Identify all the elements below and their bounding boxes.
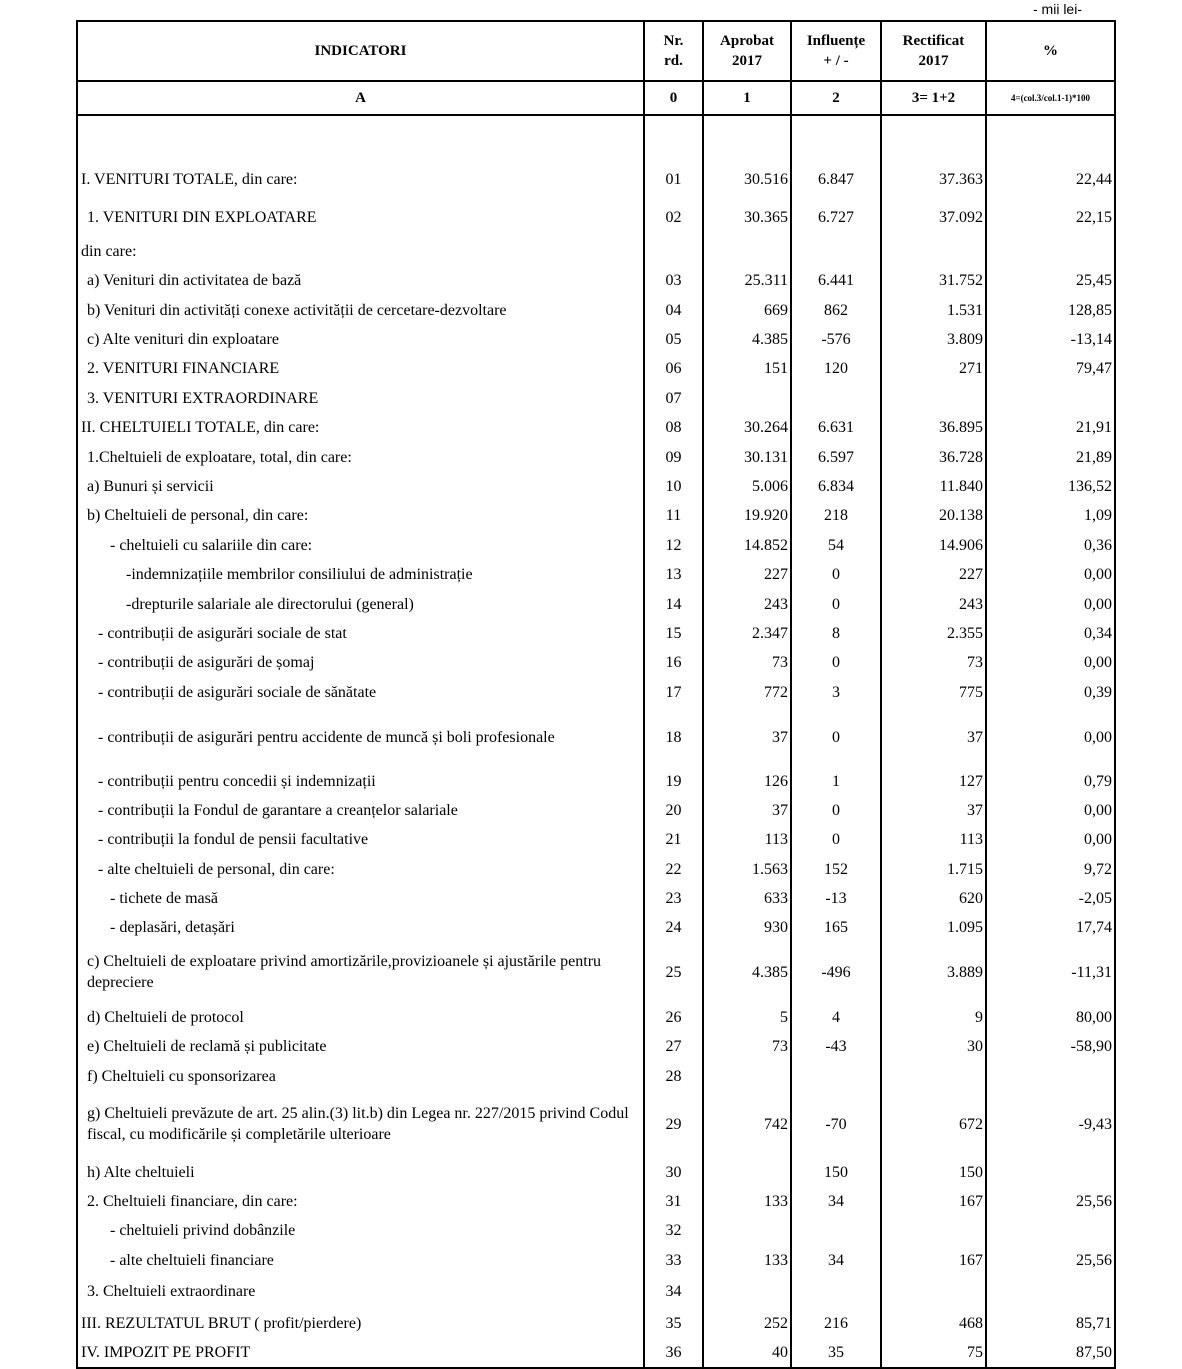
table-row — [77, 589, 1115, 619]
row-rectificat: 227 — [881, 560, 986, 589]
row-percent: 85,71 — [986, 1308, 1115, 1338]
row-percent: -9,43 — [986, 1091, 1115, 1157]
row-aprobat: 37 — [703, 707, 791, 767]
row-rectificat: 30 — [881, 1032, 986, 1061]
row-percent: 87,50 — [986, 1338, 1115, 1368]
index-3: 3= 1+2 — [881, 81, 986, 115]
table-row — [77, 501, 1115, 530]
row-aprobat: 930 — [703, 913, 791, 942]
row-rectificat: 20.138 — [881, 501, 986, 530]
row-aprobat — [703, 1061, 791, 1091]
row-nr: 36 — [644, 1338, 703, 1368]
table-row — [77, 295, 1115, 325]
row-nr: 30 — [644, 1157, 703, 1187]
table-row — [77, 1032, 1115, 1061]
row-percent: 79,47 — [986, 354, 1115, 383]
row-rectificat: 620 — [881, 884, 986, 913]
row-percent: 25,56 — [986, 1187, 1115, 1216]
row-rectificat: 1.095 — [881, 913, 986, 942]
header-nr — [644, 21, 703, 81]
row-nr: 01 — [644, 160, 703, 198]
row-influente: 6.597 — [791, 442, 881, 472]
header-influente — [791, 21, 881, 81]
row-rectificat: 271 — [881, 354, 986, 383]
row-influente: -496 — [791, 942, 881, 1002]
row-aprobat: 113 — [703, 825, 791, 854]
table-row — [77, 383, 1115, 413]
row-percent: 0,00 — [986, 796, 1115, 825]
row-influente: -576 — [791, 325, 881, 354]
row-aprobat: 30.365 — [703, 198, 791, 236]
row-rectificat: 37.092 — [881, 198, 986, 236]
header-aprobat — [703, 21, 791, 81]
row-nr: 05 — [644, 325, 703, 354]
header-rectificat-line2: 2017 — [918, 53, 949, 69]
table-row — [77, 1061, 1115, 1091]
row-rectificat — [881, 236, 986, 266]
row-nr: 22 — [644, 854, 703, 884]
row-nr: 13 — [644, 560, 703, 589]
row-influente: 3 — [791, 677, 881, 707]
row-influente: 218 — [791, 501, 881, 530]
table-row — [77, 354, 1115, 383]
row-nr: 03 — [644, 266, 703, 295]
row-rectificat: 37.363 — [881, 160, 986, 198]
row-influente: 35 — [791, 1338, 881, 1368]
row-aprobat: 30.264 — [703, 413, 791, 442]
row-percent: 25,56 — [986, 1245, 1115, 1275]
row-rectificat: 9 — [881, 1002, 986, 1032]
header-aprobat-line2: 2017 — [732, 53, 762, 69]
row-influente: 0 — [791, 825, 881, 854]
row-rectificat: 37 — [881, 707, 986, 767]
row-aprobat: 30.131 — [703, 442, 791, 472]
row-percent: -11,31 — [986, 942, 1115, 1002]
header-nr-line1: Nr. — [663, 33, 684, 49]
table-row — [77, 1245, 1115, 1275]
row-indicator: IV. IMPOZIT PE PROFIT — [77, 1338, 644, 1368]
row-indicator: - tichete de masă — [77, 884, 644, 913]
row-aprobat: 37 — [703, 796, 791, 825]
row-aprobat: 772 — [703, 677, 791, 707]
row-influente: 34 — [791, 1245, 881, 1275]
index-4-formula: 4=(col.3/col.1-1)*100 — [986, 81, 1115, 115]
row-indicator: I. VENITURI TOTALE, din care: — [77, 160, 644, 198]
header-rectificat — [881, 21, 986, 81]
row-indicator: - contribuții de asigurări pentru accidente de muncă și boli profesionale — [77, 707, 644, 767]
row-aprobat — [703, 383, 791, 413]
table-row — [77, 1002, 1115, 1032]
row-nr: 14 — [644, 589, 703, 619]
row-nr: 17 — [644, 677, 703, 707]
row-rectificat — [881, 1216, 986, 1245]
row-percent — [986, 1157, 1115, 1187]
unit-label: - mii lei- — [1033, 1, 1082, 17]
row-influente — [791, 1216, 881, 1245]
row-nr: 31 — [644, 1187, 703, 1216]
table-row — [77, 913, 1115, 942]
table-row — [77, 560, 1115, 589]
row-percent: 25,45 — [986, 266, 1115, 295]
row-indicator: b) Venituri din activități conexe activității de cercetare-dezvoltare — [77, 295, 644, 325]
row-indicator: - contribuții la Fondul de garantare a creanțelor salariale — [77, 796, 644, 825]
row-indicator: - contribuții de asigurări sociale de stat — [77, 619, 644, 648]
row-nr: 25 — [644, 942, 703, 1002]
row-nr: 16 — [644, 648, 703, 677]
row-indicator: - alte cheltuieli financiare — [77, 1245, 644, 1275]
row-influente: 8 — [791, 619, 881, 648]
header-influente-line1: Influențe — [806, 33, 866, 49]
row-influente: 152 — [791, 854, 881, 884]
row-nr: 08 — [644, 413, 703, 442]
row-nr: 24 — [644, 913, 703, 942]
row-percent: 22,15 — [986, 198, 1115, 236]
row-influente: 54 — [791, 530, 881, 560]
row-percent: 0,00 — [986, 825, 1115, 854]
row-nr: 18 — [644, 707, 703, 767]
row-aprobat: 1.563 — [703, 854, 791, 884]
header-aprobat-line1: Aprobat — [720, 33, 774, 49]
row-nr: 06 — [644, 354, 703, 383]
row-indicator: 2. Cheltuieli financiare, din care: — [77, 1187, 644, 1216]
row-influente: 6.441 — [791, 266, 881, 295]
row-influente: -43 — [791, 1032, 881, 1061]
row-rectificat: 75 — [881, 1338, 986, 1368]
row-indicator: - cheltuieli privind dobânzile — [77, 1216, 644, 1245]
budget-table-wrapper — [76, 20, 1114, 1369]
row-indicator: h) Alte cheltuieli — [77, 1157, 644, 1187]
row-aprobat: 243 — [703, 589, 791, 619]
row-aprobat: 5.006 — [703, 472, 791, 501]
table-row — [77, 266, 1115, 295]
table-row — [77, 325, 1115, 354]
table-row — [77, 530, 1115, 560]
row-influente: 6.834 — [791, 472, 881, 501]
row-indicator: c) Cheltuieli de exploatare privind amortizările,provizioanele și ajustările pentru depreciere — [77, 942, 644, 1002]
spacer-cell — [77, 115, 644, 160]
row-nr: 15 — [644, 619, 703, 648]
index-2: 2 — [791, 81, 881, 115]
row-rectificat — [881, 383, 986, 413]
row-nr: 11 — [644, 501, 703, 530]
row-aprobat: 14.852 — [703, 530, 791, 560]
row-aprobat: 151 — [703, 354, 791, 383]
row-rectificat: 113 — [881, 825, 986, 854]
table-row — [77, 442, 1115, 472]
spacer-cell — [703, 115, 791, 160]
table-row — [77, 677, 1115, 707]
table-row — [77, 472, 1115, 501]
row-percent: 17,74 — [986, 913, 1115, 942]
table-row — [77, 648, 1115, 677]
row-indicator: -drepturile salariale ale directorului (general) — [77, 589, 644, 619]
row-percent: 0,00 — [986, 707, 1115, 767]
row-percent: 0,39 — [986, 677, 1115, 707]
row-percent — [986, 1061, 1115, 1091]
row-influente: 0 — [791, 560, 881, 589]
row-indicator: e) Cheltuieli de reclamă și publicitate — [77, 1032, 644, 1061]
row-nr — [644, 236, 703, 266]
row-nr: 19 — [644, 767, 703, 796]
spacer-cell — [986, 115, 1115, 160]
row-percent: 1,09 — [986, 501, 1115, 530]
index-a: A — [77, 81, 644, 115]
row-indicator: 1.Cheltuieli de exploatare, total, din care: — [77, 442, 644, 472]
row-nr: 12 — [644, 530, 703, 560]
spacer-row — [77, 115, 1115, 160]
row-aprobat: 133 — [703, 1187, 791, 1216]
row-nr: 09 — [644, 442, 703, 472]
index-0: 0 — [644, 81, 703, 115]
row-rectificat: 14.906 — [881, 530, 986, 560]
table-row — [77, 1308, 1115, 1338]
table-row — [77, 1187, 1115, 1216]
row-indicator: b) Cheltuieli de personal, din care: — [77, 501, 644, 530]
row-indicator: - contribuții de asigurări de șomaj — [77, 648, 644, 677]
row-aprobat: 669 — [703, 295, 791, 325]
row-influente — [791, 236, 881, 266]
table-row — [77, 854, 1115, 884]
spacer-cell — [644, 115, 703, 160]
row-influente: 34 — [791, 1187, 881, 1216]
row-rectificat: 3.889 — [881, 942, 986, 1002]
row-aprobat: 2.347 — [703, 619, 791, 648]
row-percent: 128,85 — [986, 295, 1115, 325]
row-indicator: f) Cheltuieli cu sponsorizarea — [77, 1061, 644, 1091]
row-indicator: - alte cheltuieli de personal, din care: — [77, 854, 644, 884]
row-percent: 0,00 — [986, 648, 1115, 677]
spacer-cell — [791, 115, 881, 160]
table-row — [77, 198, 1115, 236]
row-rectificat: 775 — [881, 677, 986, 707]
row-rectificat: 1.715 — [881, 854, 986, 884]
row-influente — [791, 1061, 881, 1091]
row-influente: 0 — [791, 589, 881, 619]
row-rectificat: 31.752 — [881, 266, 986, 295]
header-nr-line2: rd. — [664, 53, 683, 69]
row-percent: 0,34 — [986, 619, 1115, 648]
row-influente — [791, 383, 881, 413]
table-row — [77, 1275, 1115, 1308]
row-rectificat: 672 — [881, 1091, 986, 1157]
row-nr: 26 — [644, 1002, 703, 1032]
row-rectificat: 167 — [881, 1245, 986, 1275]
row-nr: 02 — [644, 198, 703, 236]
row-indicator: a) Bunuri și servicii — [77, 472, 644, 501]
header-indicatori: INDICATORI — [77, 21, 644, 81]
row-aprobat: 4.385 — [703, 325, 791, 354]
row-aprobat — [703, 236, 791, 266]
row-influente: 6.847 — [791, 160, 881, 198]
row-influente: 0 — [791, 707, 881, 767]
row-rectificat: 150 — [881, 1157, 986, 1187]
row-influente: 150 — [791, 1157, 881, 1187]
row-aprobat: 25.311 — [703, 266, 791, 295]
row-aprobat: 4.385 — [703, 942, 791, 1002]
row-aprobat — [703, 1157, 791, 1187]
row-influente: 216 — [791, 1308, 881, 1338]
table-row — [77, 160, 1115, 198]
row-aprobat: 126 — [703, 767, 791, 796]
row-percent: 22,44 — [986, 160, 1115, 198]
row-nr: 21 — [644, 825, 703, 854]
row-indicator: II. CHELTUIELI TOTALE, din care: — [77, 413, 644, 442]
row-indicator: g) Cheltuieli prevăzute de art. 25 alin.(3) lit.b) din Legea nr. 227/2015 privind Codul fiscal, cu modificările și completările ulterioare — [77, 1091, 644, 1157]
row-percent — [986, 236, 1115, 266]
row-aprobat: 227 — [703, 560, 791, 589]
table-row — [77, 1157, 1115, 1187]
row-influente: 1 — [791, 767, 881, 796]
row-influente: 0 — [791, 648, 881, 677]
budget-table — [76, 20, 1116, 1369]
table-row — [77, 884, 1115, 913]
table-row — [77, 942, 1115, 1002]
row-influente: 862 — [791, 295, 881, 325]
row-aprobat: 19.920 — [703, 501, 791, 530]
table-row — [77, 707, 1115, 767]
table-row — [77, 236, 1115, 266]
row-indicator: - deplasări, detașări — [77, 913, 644, 942]
row-rectificat: 468 — [881, 1308, 986, 1338]
row-indicator: din care: — [77, 236, 644, 266]
row-nr: 10 — [644, 472, 703, 501]
table-row — [77, 1216, 1115, 1245]
row-percent: -58,90 — [986, 1032, 1115, 1061]
row-aprobat: 30.516 — [703, 160, 791, 198]
row-nr: 07 — [644, 383, 703, 413]
row-aprobat: 40 — [703, 1338, 791, 1368]
row-percent: 0,79 — [986, 767, 1115, 796]
table-row — [77, 1091, 1115, 1157]
row-rectificat: 36.728 — [881, 442, 986, 472]
row-influente: 6.727 — [791, 198, 881, 236]
row-aprobat: 73 — [703, 1032, 791, 1061]
row-aprobat: 633 — [703, 884, 791, 913]
row-rectificat — [881, 1275, 986, 1308]
row-influente: 120 — [791, 354, 881, 383]
row-indicator: a) Venituri din activitatea de bază — [77, 266, 644, 295]
row-percent — [986, 1216, 1115, 1245]
row-indicator: c) Alte venituri din exploatare — [77, 325, 644, 354]
table-body — [77, 115, 1115, 1368]
row-nr: 32 — [644, 1216, 703, 1245]
row-aprobat: 742 — [703, 1091, 791, 1157]
row-nr: 27 — [644, 1032, 703, 1061]
row-nr: 28 — [644, 1061, 703, 1091]
row-rectificat: 11.840 — [881, 472, 986, 501]
table-row — [77, 767, 1115, 796]
row-aprobat: 133 — [703, 1245, 791, 1275]
row-aprobat — [703, 1275, 791, 1308]
row-rectificat: 243 — [881, 589, 986, 619]
row-aprobat — [703, 1216, 791, 1245]
row-indicator: - contribuții la fondul de pensii facultative — [77, 825, 644, 854]
row-nr: 20 — [644, 796, 703, 825]
row-percent: -13,14 — [986, 325, 1115, 354]
row-rectificat — [881, 1061, 986, 1091]
row-rectificat: 167 — [881, 1187, 986, 1216]
row-nr: 34 — [644, 1275, 703, 1308]
row-percent: 9,72 — [986, 854, 1115, 884]
row-influente: -13 — [791, 884, 881, 913]
row-influente: 165 — [791, 913, 881, 942]
table-row — [77, 796, 1115, 825]
row-indicator: - cheltuieli cu salariile din care: — [77, 530, 644, 560]
row-indicator: 3. Cheltuieli extraordinare — [77, 1275, 644, 1308]
row-influente: 0 — [791, 796, 881, 825]
row-nr: 29 — [644, 1091, 703, 1157]
row-percent: 21,91 — [986, 413, 1115, 442]
row-rectificat: 127 — [881, 767, 986, 796]
row-percent: 136,52 — [986, 472, 1115, 501]
row-aprobat: 252 — [703, 1308, 791, 1338]
row-rectificat: 36.895 — [881, 413, 986, 442]
row-rectificat: 2.355 — [881, 619, 986, 648]
row-percent: 0,00 — [986, 589, 1115, 619]
column-index-row — [77, 81, 1115, 115]
row-nr: 35 — [644, 1308, 703, 1338]
row-percent: 21,89 — [986, 442, 1115, 472]
table-row — [77, 825, 1115, 854]
index-1: 1 — [703, 81, 791, 115]
header-row — [77, 21, 1115, 81]
row-indicator: - contribuții de asigurări sociale de sănătate — [77, 677, 644, 707]
row-nr: 23 — [644, 884, 703, 913]
header-influente-line2: + / - — [823, 53, 849, 69]
row-percent — [986, 1275, 1115, 1308]
row-indicator: 2. VENITURI FINANCIARE — [77, 354, 644, 383]
row-aprobat: 73 — [703, 648, 791, 677]
row-percent: 0,36 — [986, 530, 1115, 560]
row-influente: 6.631 — [791, 413, 881, 442]
row-percent: -2,05 — [986, 884, 1115, 913]
table-row — [77, 619, 1115, 648]
header-percent: % — [986, 21, 1115, 81]
row-rectificat: 73 — [881, 648, 986, 677]
table-row — [77, 413, 1115, 442]
row-indicator: -indemnizațiile membrilor consiliului de administrație — [77, 560, 644, 589]
row-influente: 4 — [791, 1002, 881, 1032]
row-rectificat: 37 — [881, 796, 986, 825]
row-percent: 0,00 — [986, 560, 1115, 589]
row-nr: 04 — [644, 295, 703, 325]
table-row — [77, 1338, 1115, 1368]
row-nr: 33 — [644, 1245, 703, 1275]
row-indicator: - contribuții pentru concedii și indemnizații — [77, 767, 644, 796]
spacer-cell — [881, 115, 986, 160]
row-indicator: 1. VENITURI DIN EXPLOATARE — [77, 198, 644, 236]
row-rectificat: 3.809 — [881, 325, 986, 354]
row-indicator: d) Cheltuieli de protocol — [77, 1002, 644, 1032]
row-rectificat: 1.531 — [881, 295, 986, 325]
row-percent: 80,00 — [986, 1002, 1115, 1032]
row-indicator: 3. VENITURI EXTRAORDINARE — [77, 383, 644, 413]
row-influente — [791, 1275, 881, 1308]
row-percent — [986, 383, 1115, 413]
row-influente: -70 — [791, 1091, 881, 1157]
row-indicator: III. REZULTATUL BRUT ( profit/pierdere) — [77, 1308, 644, 1338]
header-rectificat-line1: Rectificat — [902, 33, 965, 49]
row-aprobat: 5 — [703, 1002, 791, 1032]
